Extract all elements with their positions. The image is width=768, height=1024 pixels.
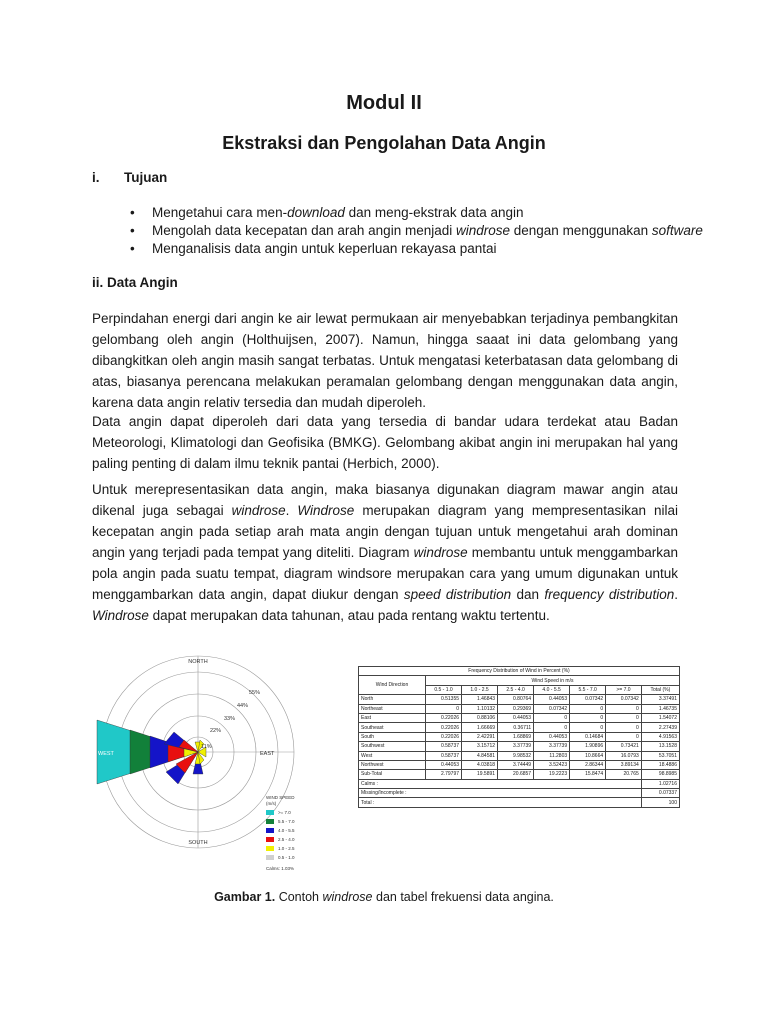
windrose-north-label: NORTH (188, 659, 208, 665)
table-cell: 1.66669 (462, 723, 498, 732)
table-cell: 0 (606, 713, 642, 722)
table-row (359, 742, 680, 751)
table-cell: 20.765 (606, 770, 642, 779)
legend-swatch (266, 855, 274, 860)
table-cell: 11.2803 (534, 751, 570, 760)
table-row (359, 704, 680, 713)
row-label: Calms : (359, 779, 642, 788)
table-cell: 100 (641, 798, 679, 807)
table-row (359, 770, 680, 779)
legend-label: 1.0 - 2.5 (278, 846, 295, 851)
table-column-header: 2.5 - 4.0 (498, 685, 534, 694)
legend-label: 0.5 - 1.0 (278, 855, 295, 860)
table-cell: 0 (570, 723, 606, 732)
legend-label: 5.5 - 7.0 (278, 819, 295, 824)
table-cell: 13.1528 (641, 742, 679, 751)
table-cell: 0.22026 (426, 723, 462, 732)
list-item: • Mengolah data kecepatan dan arah angin menjadi windrose dengan menggunakan software (128, 222, 703, 240)
table-cell: 2.79797 (426, 770, 462, 779)
table-cell: 1.68869 (498, 732, 534, 741)
table-cell: 2.27439 (641, 723, 679, 732)
table-cell: 0.88106 (462, 713, 498, 722)
list-item: • Mengetahui cara men-download dan meng-ekstrak data angin (128, 204, 703, 222)
module-title: Modul II (346, 92, 422, 114)
table-cell: 0.51355 (426, 695, 462, 704)
legend-swatch (266, 846, 274, 851)
table-cell: 15.8474 (570, 770, 606, 779)
table-cell: 16.0793 (606, 751, 642, 760)
legend-label: 2.5 - 4.0 (278, 837, 295, 842)
row-label: West (359, 751, 426, 760)
objectives-list (128, 204, 703, 258)
row-label: Northeast (359, 704, 426, 713)
table-cell: 0.44053 (498, 713, 534, 722)
table-cell: 0.29369 (498, 704, 534, 713)
paragraph-2: Data angin dapat diperoleh dari data yang tersedia di bandar udara terdekat atau Badan Meteorologi, Klimatologi dan Geofisika (BMKG). Gelombang akibat angin ini merupakan hal yang paling penting di dalam ilmu teknik pantai (Herbich, 2000). (92, 414, 678, 471)
table-cell: 1.10132 (462, 704, 498, 713)
table-column-header: >= 7.0 (606, 685, 642, 694)
table-cell: 20.6857 (498, 770, 534, 779)
table-row (359, 695, 680, 704)
legend-swatch (266, 819, 274, 824)
table-cell: 0.07337 (641, 789, 679, 798)
table-cell: 0.44053 (534, 732, 570, 741)
table-title: Frequency Distribution of Wind in Percent (%) (359, 667, 680, 676)
table-cell: 0.22026 (426, 732, 462, 741)
row-label: Missing/Incomplete : (359, 789, 642, 798)
row-label: Total : (359, 798, 642, 807)
table-cell: 0.58737 (426, 742, 462, 751)
table-header-direction: Wind Direction (359, 676, 426, 695)
table-cell: 0 (606, 732, 642, 741)
table-cell: 0.58737 (426, 751, 462, 760)
table-header-speed: Wind Speed in m/s (426, 676, 680, 685)
table-cell: 0 (570, 713, 606, 722)
table-cell: 1.46735 (641, 704, 679, 713)
table-cell: 0 (606, 704, 642, 713)
legend-swatch (266, 828, 274, 833)
table-cell: 2.86344 (570, 760, 606, 769)
legend-unit: (m/s) (266, 801, 277, 806)
table-cell: 98.8985 (641, 770, 679, 779)
table-cell: 2.42291 (462, 732, 498, 741)
table-cell: 19.5891 (462, 770, 498, 779)
windrose-south-label: SOUTH (188, 840, 208, 846)
row-label: Sub-Total (359, 770, 426, 779)
table-cell: 0 (426, 704, 462, 713)
row-label: South (359, 732, 426, 741)
legend-label: 4.0 - 5.5 (278, 828, 295, 833)
table-cell: 1.54072 (641, 713, 679, 722)
windrose-chart (92, 652, 312, 882)
table-cell: 4.91563 (641, 732, 679, 741)
legend-calms: Calms: 1.03% (266, 866, 295, 871)
ring-label: 44% (237, 703, 249, 709)
table-row (359, 789, 680, 798)
windrose-west-label: WEST (98, 751, 114, 757)
frequency-table (358, 666, 680, 808)
table-cell: 0 (570, 704, 606, 713)
ring-label: 11% (201, 744, 212, 750)
table-cell: 3.37491 (641, 695, 679, 704)
section-heading-data-angin: ii. Data Angin (92, 275, 178, 290)
table-cell: 0.07342 (570, 695, 606, 704)
ring-label: 22% (210, 728, 222, 734)
table-column-header: 1.0 - 2.5 (462, 685, 498, 694)
table-column-header: Total (%) (641, 685, 679, 694)
table-column-header: 4.0 - 5.5 (534, 685, 570, 694)
table-cell: 0.07342 (534, 704, 570, 713)
table-cell: 9.98532 (498, 751, 534, 760)
table-row (359, 798, 680, 807)
table-cell: 0 (534, 713, 570, 722)
legend-title: WIND SPEED (266, 795, 295, 800)
table-row (359, 723, 680, 732)
table-cell: 0.14684 (570, 732, 606, 741)
section-number: i. (92, 170, 100, 185)
table-row (359, 751, 680, 760)
table-cell: 1.46843 (462, 695, 498, 704)
legend-label: >= 7.0 (278, 810, 291, 815)
table-cell: 3.37739 (534, 742, 570, 751)
table-cell: 0.73421 (606, 742, 642, 751)
table-cell: 3.37739 (498, 742, 534, 751)
table-cell: 1.02716 (641, 779, 679, 788)
row-label: East (359, 713, 426, 722)
row-label: Southeast (359, 723, 426, 732)
table-cell: 0.36711 (498, 723, 534, 732)
legend-swatch (266, 837, 274, 842)
paragraph-1: Perpindahan energi dari angin ke air lewat permukaan air menyebabkan terjadinya pembangkitan gelombang oleh angin (Holthuijsen, 2007). Namun, hingga saaat ini data gelombang yang dibangkitkan oleh angin masih sangat terbatas. Untuk mengatasi keterbatasan data gelombang di atas, biasanya perencana melakukan peramalan gelombang dengan menggunakan data angin, karena data angin relativ tersedia dan mudah diperoleh. (92, 311, 678, 410)
legend-swatch (266, 810, 274, 815)
table-column-header: 0.5 - 1.0 (426, 685, 462, 694)
module-subtitle: Ekstraksi dan Pengolahan Data Angin (222, 133, 546, 153)
table-cell: 1.90896 (570, 742, 606, 751)
table-row (359, 779, 680, 788)
table-cell: 3.15712 (462, 742, 498, 751)
table-cell: 4.84581 (462, 751, 498, 760)
table-cell: 0.22026 (426, 713, 462, 722)
table-cell: 3.52423 (534, 760, 570, 769)
table-cell: 0 (534, 723, 570, 732)
list-item: • Menganalisis data angin untuk keperluan rekayasa pantai (128, 240, 703, 258)
row-label: Northwest (359, 760, 426, 769)
table-cell: 0.07342 (606, 695, 642, 704)
table-cell: 0 (606, 723, 642, 732)
ring-label: 33% (224, 716, 236, 722)
section-heading-tujuan: Tujuan (124, 170, 168, 185)
table-cell: 53.7051 (641, 751, 679, 760)
figure-caption: Gambar 1. Contoh windrose dan tabel frekuensi data angina. (214, 890, 554, 904)
table-cell: 3.89134 (606, 760, 642, 769)
row-label: North (359, 695, 426, 704)
paragraph-3: Untuk merepresentasikan data angin, maka biasanya digunakan diagram mawar angin atau dikenal juga sebagai windrose. Windrose merupakan diagram yang mempresentasikan nilai kecepatan angin pada setiap arah mata angin dengan tujuan untuk mengetahui arah dominan angin yang terjadi pada tempat yang diteliti. Diagram windrose membantu untuk menggambarkan pola angin pada suatu tempat, diagram windsore merupakan cara yang umum digunakan untuk menggambarkan data angin, dapat diukur dengan speed distribution dan frequency distribution. Windrose dapat merupakan data tahunan, atau pada rentang waktu tertentu. (92, 482, 679, 623)
windrose-east-label: EAST (260, 751, 275, 757)
table-cell: 3.74449 (498, 760, 534, 769)
table-row (359, 760, 680, 769)
table-cell: 19.2223 (534, 770, 570, 779)
table-cell: 0.44053 (426, 760, 462, 769)
table-cell: 10.8664 (570, 751, 606, 760)
table-cell: 0.80764 (498, 695, 534, 704)
table-row (359, 732, 680, 741)
table-cell: 0.44053 (534, 695, 570, 704)
table-cell: 18.4886 (641, 760, 679, 769)
table-column-header: 5.5 - 7.0 (570, 685, 606, 694)
ring-label: 55% (249, 690, 261, 696)
table-cell: 4.03818 (462, 760, 498, 769)
table-row (359, 713, 680, 722)
row-label: Southwest (359, 742, 426, 751)
windrose-legend (266, 795, 295, 871)
